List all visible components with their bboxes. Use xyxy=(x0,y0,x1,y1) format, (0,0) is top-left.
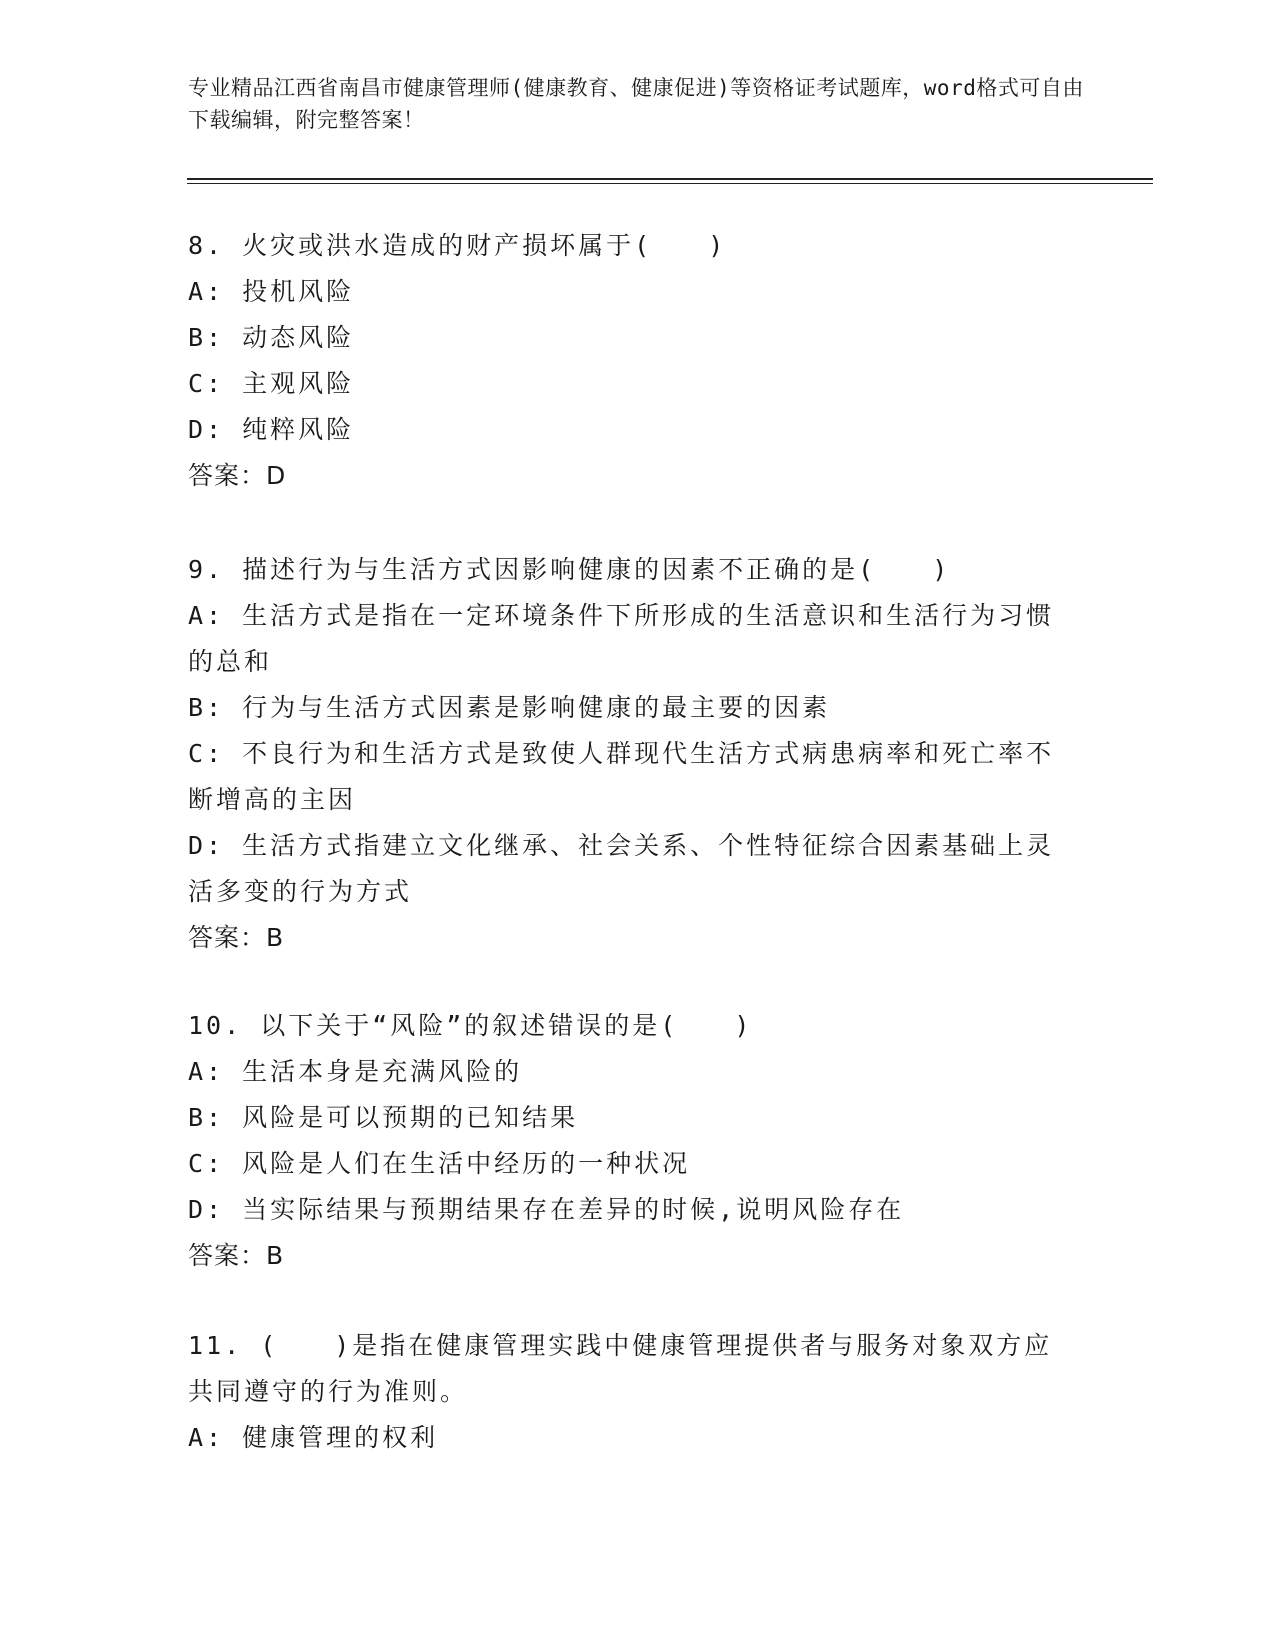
option-b: B: 动态风险 xyxy=(188,323,355,352)
option-d: D: 当实际结果与预期结果存在差异的时候,说明风险存在 xyxy=(188,1195,905,1224)
question-stem: 11. ( )是指在健康管理实践中健康管理提供者与服务对象双方应共同遵守的行为准则。 xyxy=(188,1331,1053,1406)
option-b: B: 风险是可以预期的已知结果 xyxy=(188,1103,579,1132)
option-b: B: 行为与生活方式因素是影响健康的最主要的因素 xyxy=(188,693,831,722)
answer: 答案：B xyxy=(188,923,285,952)
header-divider-thin xyxy=(187,183,1153,184)
answer: 答案：D xyxy=(188,461,287,490)
question-9 xyxy=(188,547,1088,961)
question-8 xyxy=(188,223,1088,499)
option-a: A: 投机风险 xyxy=(188,277,355,306)
header-divider-thick xyxy=(187,178,1153,180)
question-10 xyxy=(188,1003,1088,1279)
answer: 答案：B xyxy=(188,1241,285,1270)
option-a: A: 生活本身是充满风险的 xyxy=(188,1057,523,1086)
question-stem: 9. 描述行为与生活方式因影响健康的因素不正确的是( ) xyxy=(188,555,951,584)
question-stem: 8. 火灾或洪水造成的财产损坏属于( ) xyxy=(188,231,727,260)
option-d: D: 生活方式指建立文化继承、社会关系、个性特征综合因素基础上灵活多变的行为方式 xyxy=(188,831,1055,906)
option-a: A: 生活方式是指在一定环境条件下所形成的生活意识和生活行为习惯的总和 xyxy=(188,601,1055,676)
option-a: A: 健康管理的权利 xyxy=(188,1423,439,1452)
option-c: C: 风险是人们在生活中经历的一种状况 xyxy=(188,1149,691,1178)
question-11 xyxy=(188,1323,1088,1461)
option-d: D: 纯粹风险 xyxy=(188,415,355,444)
option-c: C: 不良行为和生活方式是致使人群现代生活方式病患病率和死亡率不断增高的主因 xyxy=(188,739,1055,814)
question-stem: 10. 以下关于“风险”的叙述错误的是( ) xyxy=(188,1011,753,1040)
option-c: C: 主观风险 xyxy=(188,369,355,398)
document-header: 专业精品江西省南昌市健康管理师(健康教育、健康促进)等资格证考试题库，word格式可自由下载编辑，附完整答案！ xyxy=(188,76,1084,132)
